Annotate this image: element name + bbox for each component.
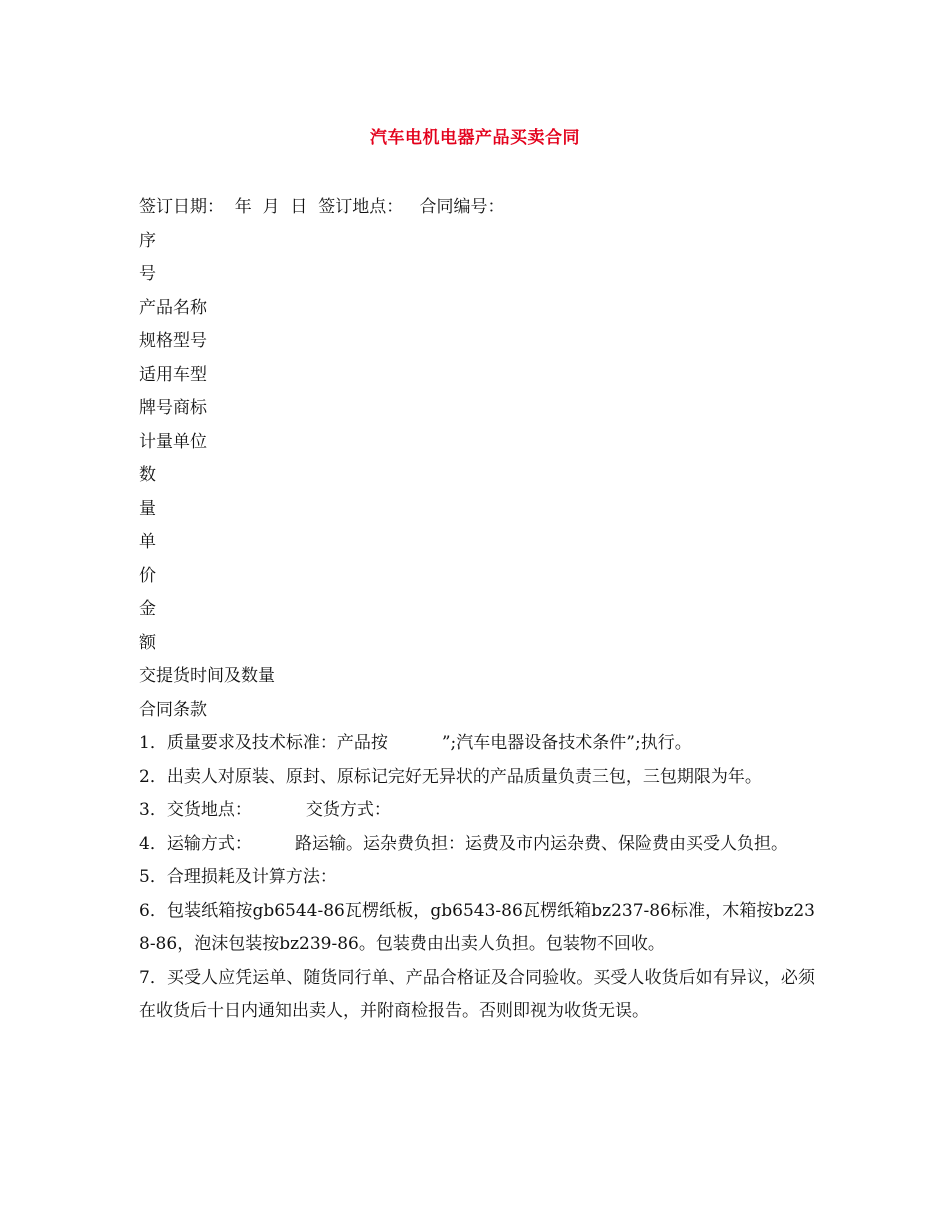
clause-2: 2．出卖人对原装、原封、原标记完好无异状的产品质量负责三包，三包期限为年。 bbox=[139, 766, 762, 787]
table-header-item: 牌号商标 bbox=[139, 398, 207, 418]
table-header-item: 额 bbox=[139, 632, 156, 653]
table-header-item: 数 bbox=[139, 465, 156, 485]
document-title: 汽车电机电器产品买卖合同 bbox=[370, 128, 580, 148]
clause-1: 1．质量要求及技术标准：产品按 ”;汽车电器设备技术条件”;执行。 bbox=[139, 733, 692, 753]
table-header-item: 量 bbox=[139, 498, 156, 519]
table-header-item: 产品名称 bbox=[139, 297, 207, 318]
sign-info-line: 签订日期： 年 月 日 签订地点： 合同编号： bbox=[139, 197, 505, 217]
table-header-item: 单 bbox=[139, 532, 156, 552]
clause-7: 7．买受人应凭运单、随货同行单、产品合格证及合同验收。买受人收货后如有异议，必须在收货后十日内通知出卖人，并附商检报告。否则即视为收货无误。 bbox=[139, 967, 815, 1021]
clause-5: 5．合理损耗及计算方法： bbox=[139, 867, 337, 887]
table-header-item: 价 bbox=[139, 565, 156, 586]
clause-3: 3．交货地点： 交货方式： bbox=[139, 800, 391, 820]
table-header-item: 序 bbox=[139, 230, 156, 251]
section-heading: 合同条款 bbox=[139, 699, 207, 720]
table-header-item: 号 bbox=[139, 264, 156, 284]
document-body bbox=[139, 191, 815, 1029]
table-header-item: 计量单位 bbox=[139, 431, 207, 452]
table-header-item: 规格型号 bbox=[139, 331, 207, 351]
table-header-item: 交提货时间及数量 bbox=[139, 666, 275, 686]
clause-4: 4．运输方式： 路运输。运杂费负担：运费及市内运杂费、保险费由买受人负担。 bbox=[139, 833, 789, 854]
table-header-item: 适用车型 bbox=[139, 364, 207, 385]
clause-6: 6．包装纸箱按gb6544-86瓦楞纸板，gb6543-86瓦楞纸箱bz237-86标准，木箱按bz238-86，泡沫包装按bz239-86。包装费由出卖人负担。包装物不回收。 bbox=[139, 900, 815, 954]
table-header-item: 金 bbox=[139, 599, 156, 619]
